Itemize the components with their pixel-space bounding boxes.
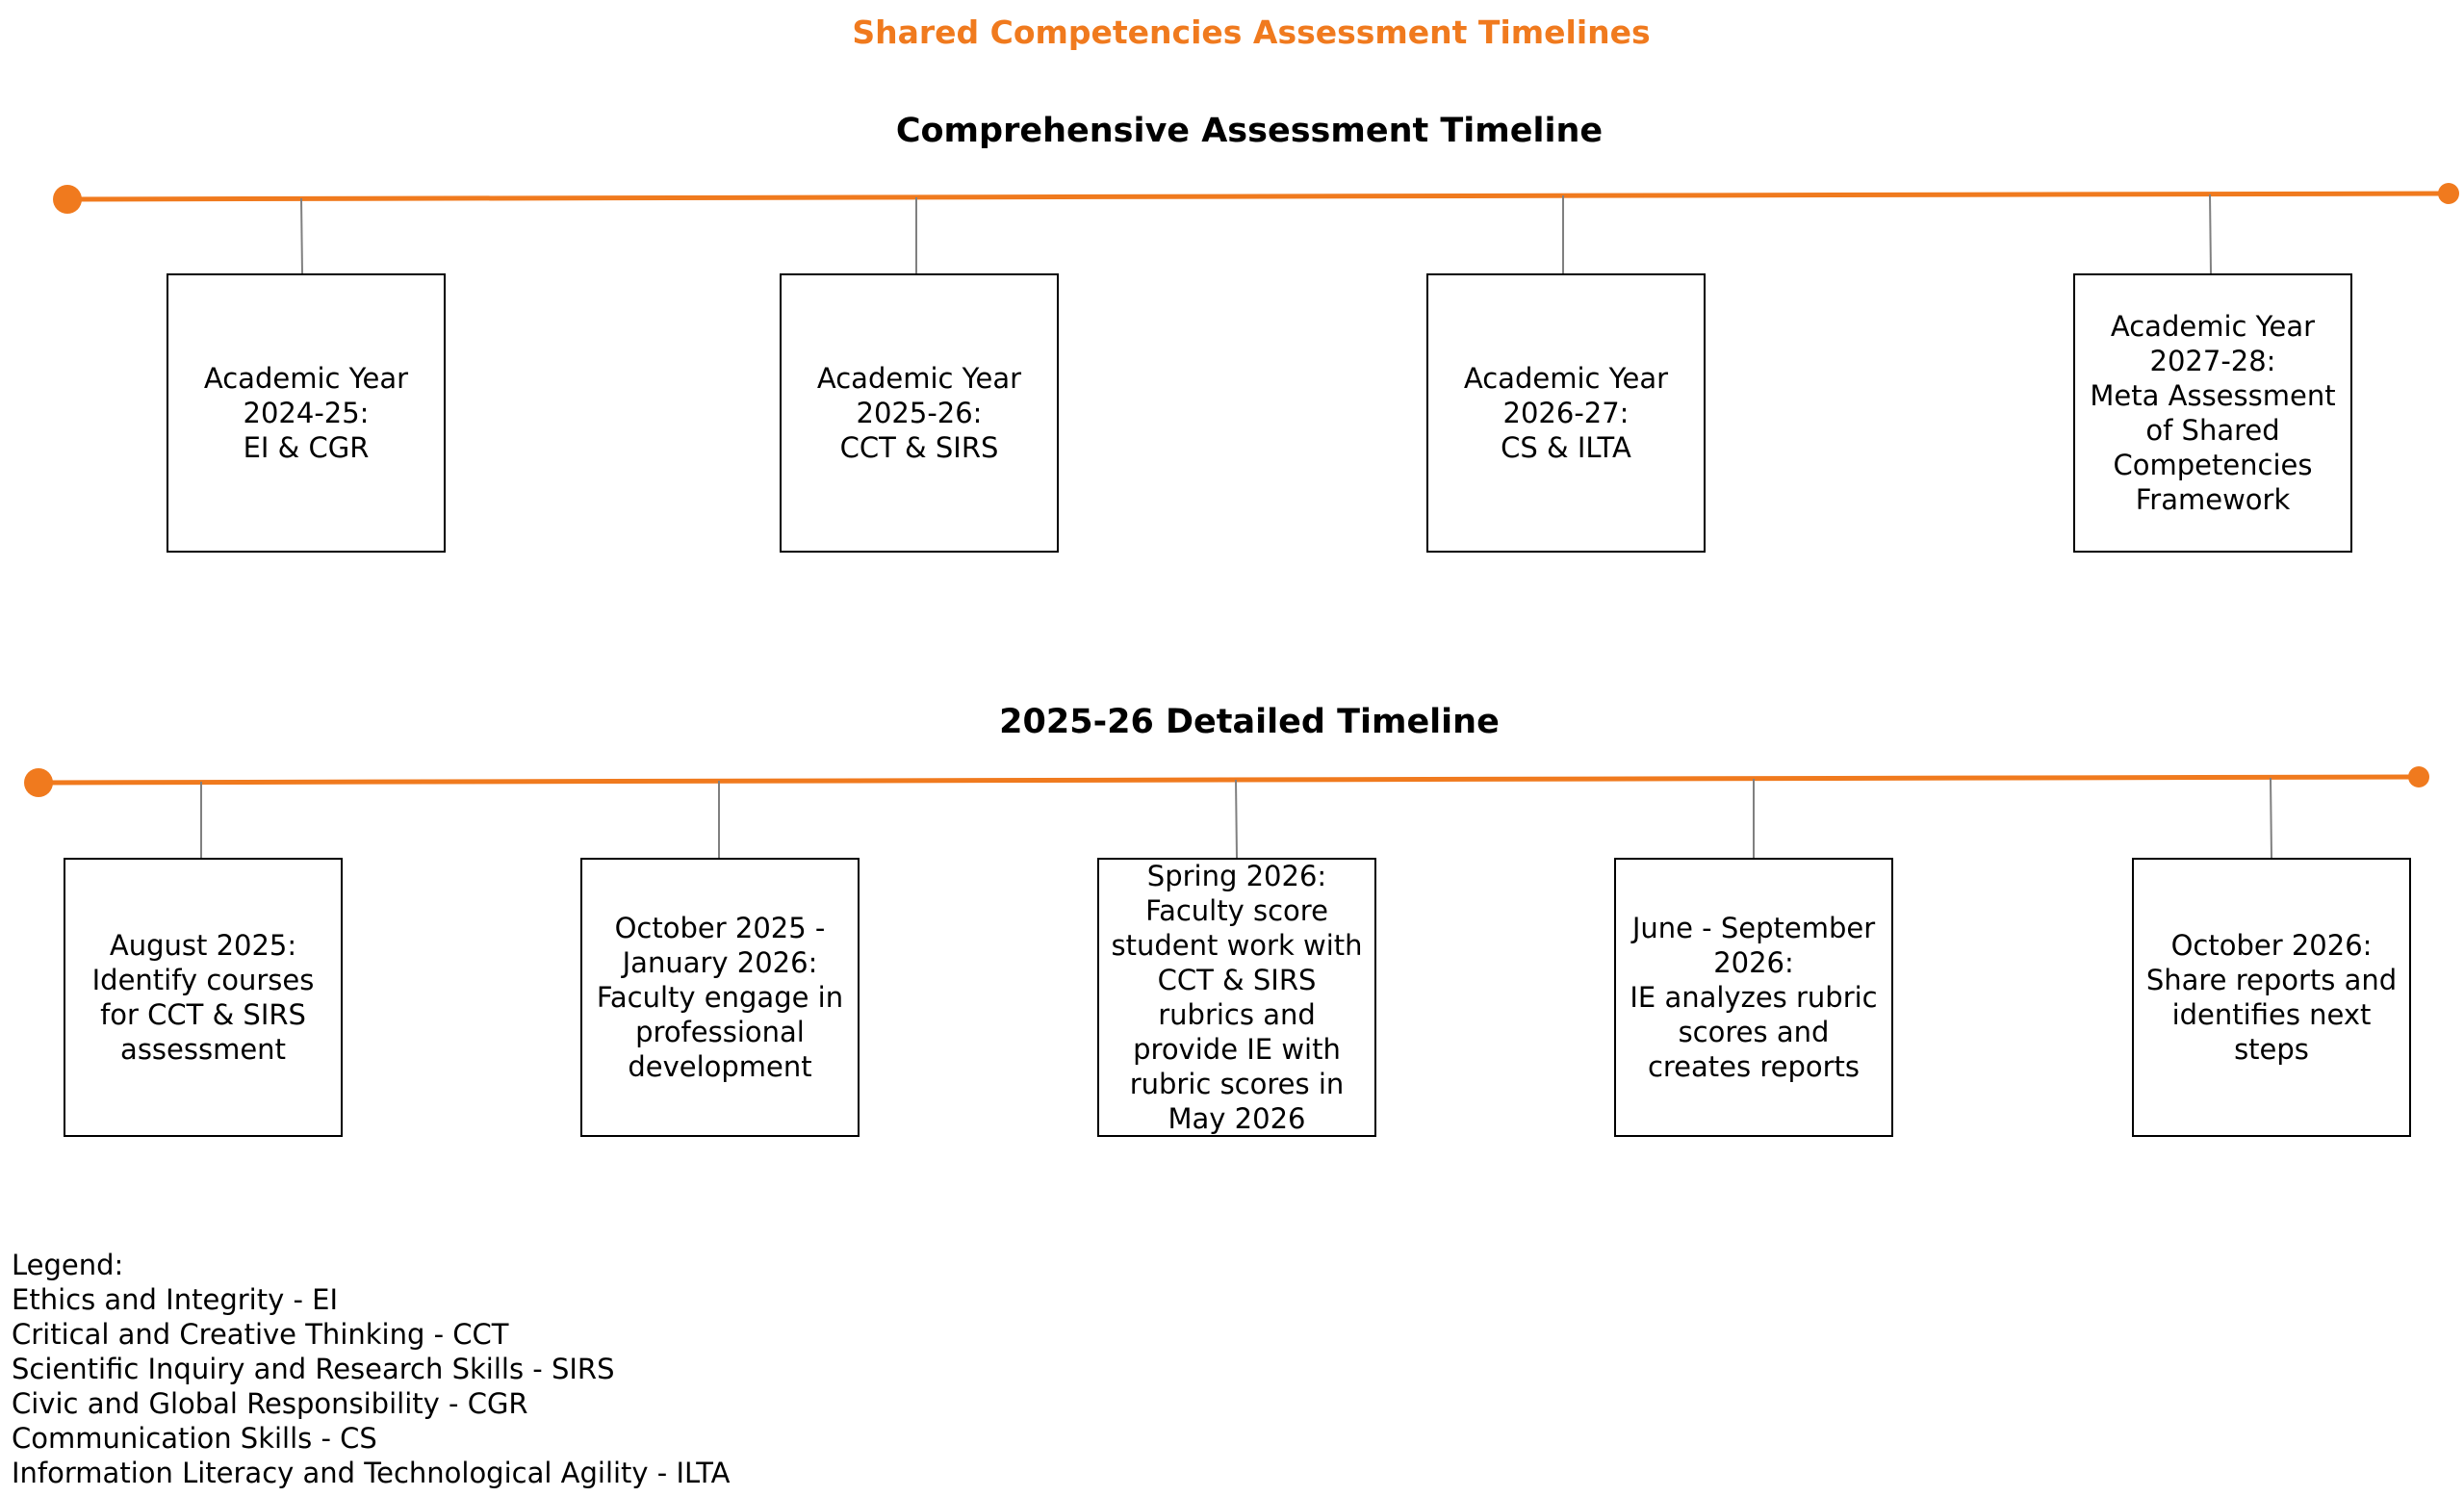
timeline-box-june-2026: [1614, 858, 1893, 1137]
timeline-box-text: Academic Year 2024-25: EI & CGR: [203, 362, 409, 464]
timeline-box-text: August 2025: Identify courses for CCT & SIRS assessment: [91, 929, 315, 1066]
legend-entry: Information Literacy and Technological Agility - ILTA: [12, 1457, 731, 1489]
timeline-box-spring-2026: [1097, 858, 1376, 1137]
detailed-timeline-end-dot: [2408, 766, 2429, 787]
timeline-box-text: October 2025 - January 2026: Faculty engage in professional development: [596, 912, 844, 1083]
legend-entry: Civic and Global Responsibility - CGR: [12, 1387, 528, 1420]
timeline-box-text: Academic Year 2025-26: CCT & SIRS: [816, 362, 1022, 464]
legend-entry: Critical and Creative Thinking - CCT: [12, 1318, 509, 1351]
comprehensive-timeline-axis: [67, 194, 2449, 199]
timeline-box-august-2025: [64, 858, 343, 1137]
timeline-box-text: Academic Year 2027-28: Meta Assessment of Shared Competencies Framework: [2090, 310, 2336, 516]
connector-line: [2271, 778, 2272, 858]
legend: [12, 1248, 731, 1490]
timeline-box-october-2026: [2132, 858, 2411, 1137]
comprehensive-timeline-end-dot: [2438, 183, 2459, 204]
detailed-timeline-start-dot: [24, 768, 53, 797]
detailed-timeline-axis: [38, 777, 2419, 783]
timeline-box-text: Academic Year 2026-27: CS & ILTA: [1463, 362, 1669, 464]
timeline-box-october-2025: [580, 858, 860, 1137]
timeline-box-text: June - September 2026: IE analyzes rubric scores and creates reports: [1630, 912, 1878, 1083]
timeline-box-2027-28: [2073, 273, 2352, 553]
timeline-box-2024-25: [167, 273, 446, 553]
comprehensive-timeline-title: Comprehensive Assessment Timeline: [895, 112, 1604, 150]
timeline-box-text: Spring 2026: Faculty score student work with CCT & SIRS rubrics and provide IE with rubric scores in May 2026: [1111, 860, 1363, 1135]
timeline-box-2025-26: [780, 273, 1059, 553]
connector-line: [301, 198, 302, 273]
detailed-timeline-title: 2025-26 Detailed Timeline: [999, 703, 1500, 741]
comprehensive-timeline-start-dot: [53, 185, 82, 214]
timeline-box-text: October 2026: Share reports and identifies next steps: [2145, 929, 2398, 1066]
connector-line: [2210, 194, 2211, 273]
page-title: Shared Competencies Assessment Timelines: [852, 13, 1651, 51]
connector-line: [1236, 780, 1237, 858]
timeline-box-2026-27: [1426, 273, 1706, 553]
legend-entry: Communication Skills - CS: [12, 1422, 377, 1455]
legend-entry: Scientific Inquiry and Research Skills - SIRS: [12, 1353, 615, 1385]
legend-heading: Legend:: [12, 1249, 124, 1281]
legend-entry: Ethics and Integrity - EI: [12, 1283, 339, 1316]
